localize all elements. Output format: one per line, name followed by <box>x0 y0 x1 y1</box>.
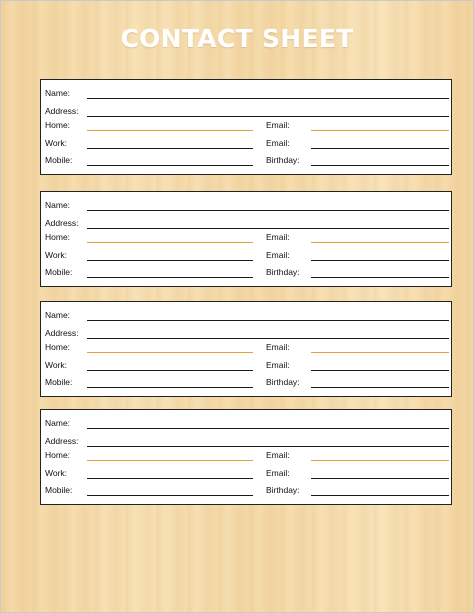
email-2-field[interactable] <box>311 148 449 149</box>
home-label: Home: <box>45 450 71 460</box>
home-field[interactable] <box>87 130 253 131</box>
work-label: Work: <box>45 250 68 260</box>
mobile-field[interactable] <box>87 387 253 388</box>
birthday-field[interactable] <box>311 165 449 166</box>
home-field[interactable] <box>87 352 253 353</box>
email-2-field[interactable] <box>311 370 449 371</box>
email-label: Email: <box>266 120 290 130</box>
mobile-label: Mobile: <box>45 267 73 277</box>
mobile-field[interactable] <box>87 495 253 496</box>
email-2-field[interactable] <box>311 260 449 261</box>
name-field[interactable] <box>87 320 449 321</box>
home-label: Home: <box>45 120 71 130</box>
address-field[interactable] <box>87 338 449 339</box>
home-label: Home: <box>45 342 71 352</box>
email-label: Email: <box>266 468 290 478</box>
email-1-field[interactable] <box>311 130 449 131</box>
work-label: Work: <box>45 138 68 148</box>
birthday-field[interactable] <box>311 277 449 278</box>
address-label: Address: <box>45 436 79 446</box>
email-2-field[interactable] <box>311 478 449 479</box>
name-label: Name: <box>45 200 71 210</box>
home-label: Home: <box>45 232 71 242</box>
home-field[interactable] <box>87 242 253 243</box>
address-label: Address: <box>45 328 79 338</box>
birthday-field[interactable] <box>311 387 449 388</box>
mobile-label: Mobile: <box>45 155 73 165</box>
name-label: Name: <box>45 310 71 320</box>
email-label: Email: <box>266 360 290 370</box>
address-label: Address: <box>45 106 79 116</box>
contact-card <box>40 191 452 287</box>
birthday-label: Birthday: <box>266 485 300 495</box>
contact-card <box>40 409 452 505</box>
work-field[interactable] <box>87 260 253 261</box>
work-label: Work: <box>45 360 68 370</box>
address-field[interactable] <box>87 446 449 447</box>
email-1-field[interactable] <box>311 352 449 353</box>
work-label: Work: <box>45 468 68 478</box>
email-label: Email: <box>266 342 290 352</box>
name-field[interactable] <box>87 210 449 211</box>
work-field[interactable] <box>87 148 253 149</box>
birthday-label: Birthday: <box>266 377 300 387</box>
mobile-label: Mobile: <box>45 377 73 387</box>
name-field[interactable] <box>87 98 449 99</box>
contact-card <box>40 301 452 397</box>
name-field[interactable] <box>87 428 449 429</box>
birthday-field[interactable] <box>311 495 449 496</box>
mobile-field[interactable] <box>87 277 253 278</box>
address-field[interactable] <box>87 228 449 229</box>
birthday-label: Birthday: <box>266 155 300 165</box>
address-label: Address: <box>45 218 79 228</box>
work-field[interactable] <box>87 478 253 479</box>
contact-card <box>40 79 452 175</box>
mobile-field[interactable] <box>87 165 253 166</box>
name-label: Name: <box>45 418 71 428</box>
email-1-field[interactable] <box>311 460 449 461</box>
name-label: Name: <box>45 88 71 98</box>
birthday-label: Birthday: <box>266 267 300 277</box>
email-1-field[interactable] <box>311 242 449 243</box>
email-label: Email: <box>266 232 290 242</box>
mobile-label: Mobile: <box>45 485 73 495</box>
email-label: Email: <box>266 250 290 260</box>
page-title: CONTACT SHEET <box>120 24 354 53</box>
work-field[interactable] <box>87 370 253 371</box>
address-field[interactable] <box>87 116 449 117</box>
email-label: Email: <box>266 138 290 148</box>
home-field[interactable] <box>87 460 253 461</box>
email-label: Email: <box>266 450 290 460</box>
